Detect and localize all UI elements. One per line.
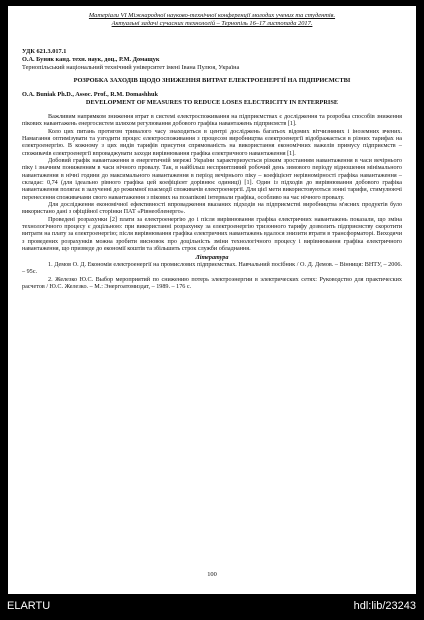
paragraph-5: Проведені розрахунки [2] плати за електроенергію до і після вирівнювання графіка електричних навантажень показали, що зміна технологічного процесу є доцільною: при використанні розрахунку за електроенергію тризонного тарифу дозволить підприємству скоротити витрати на плату за електроенергію; після вирівнювання графіка електричних навантажень вдалося знизити втрати в трансформаторі. Виходячи з проведених розрахунків можна зробити висновок про доцільність зміни технологічного процесу і вирівнювання графіка електричного навантаження, що призведе до економії коштів та збільшить строк служби обладнання. [22, 216, 402, 253]
conference-header [20, 12, 404, 28]
udk-code: УДК 621.3.017.1 [22, 48, 67, 55]
document-page [8, 6, 416, 594]
title-ua: РОЗРОБКА ЗАХОДІВ ЩОДО ЗНИЖЕННЯ ВИТРАТ ЕЛЕКТРОЕНЕРГІЇ НА ПІДПРИЄМСТВІ [73, 77, 351, 85]
header-line-2: Актуальні задачі сучасних технологій – Тернопіль 16–17 листопада 2017. [111, 20, 313, 27]
header-line-1: Матеріали VI Міжнародної науково-технічної конференції молодих учених та студентів. [88, 12, 336, 19]
page-number: 100 [207, 571, 217, 578]
references-heading: Література [195, 254, 229, 261]
article-meta [22, 48, 402, 71]
reference-1: 1. Демов О. Д. Економія електроенергії на промислових підприємствах. Навчальний посібник / О. Д. Демов. – Вінниця: ВНТУ, – 2006. – 95с. [22, 261, 402, 276]
reference-2: 2. Железко Ю.С. Выбор мероприятий по снижению потерь электроэнергии в электрических сетях: Руководство для практических расчетов / Ю.С. Железко. – М.: Энергоатомиздат, – 1989. – 176 с. [22, 276, 402, 290]
affiliation: Тернопільський національний технічний університет імені Івана Пулюя, Україна [22, 63, 240, 71]
authors-en: O.A. Buniak Ph.D., Assoc. Prof., R.M. Domashhuk [22, 90, 158, 98]
paragraph-4: Для дослідження економічної ефективності впровадження вказаних підходів на підприємстві виробництва м'ясних продуктів було використано дані з офіційної сторінки ПАТ «Рівнеобленерго». [22, 202, 402, 216]
paragraph-1: Важливим напрямком зниження втрат в системі електроспоживання на підприємствах є дослідження та розробка способів зниження пікових навантажень енергосистем шляхом регулювання добового графіка навантажень підприємств [1]. [22, 113, 402, 128]
article-body [22, 48, 402, 291]
paragraph-2: Коло цих питань протягом тривалого часу знаходиться в центрі досліджень багатьох відомих вітчизняних і іноземних вчених. Намагання оптимізувати та узгодити процес електроспоживання з процесом виробництва електроенергії відображається в різних тарифах на електроенергію. В кожному з цих видів тарифів присутня спрямованість на використання економічних важелів примусу підприємств – споживачів електроенергії впроваджувати заходи вирівнювання графіка електричного навантаження [1]. [22, 128, 402, 157]
repository-name: ELARTU [7, 600, 51, 612]
title-en: DEVELOPMENT OF MEASURES TO REDUCE LOSES ELECTRICITY IN ENTERPRISE [85, 98, 339, 106]
authors-ua: О.А. Буняк канд. техн. наук, доц., Р.М. Домащук [22, 55, 160, 63]
handle-id: hdl:lib/23243 [353, 600, 416, 612]
paragraph-3: Добовий графік навантаження в енергетичній мережі України характеризується різким зростанням навантаження в часи вечірнього піку і значним пониженням в часи нічного провалу. Так, в найбільш несприятливий робочий день зимового періоду відношення мінімального навантаження в нічні години до максимального навантаження в період вечірнього піку – коефіцієнт нерівномірності графіка навантаження – складає: 0,74 (для ідеально рівного графіка цей коефіцієнт дорівнює одиниці) [1]. Один із підходів до вирівнювання добового графіка навантаження полягає в залученні до режимної взаємодії споживачів електроенергії. Для цієї мети використовуються зонні тарифи, стимулюючі перенесення споживачами свого навантаження з пікових на позапікові інтервали графіка, особливо на час нічного провалу. [22, 158, 402, 201]
repository-footer-bar [0, 594, 424, 620]
